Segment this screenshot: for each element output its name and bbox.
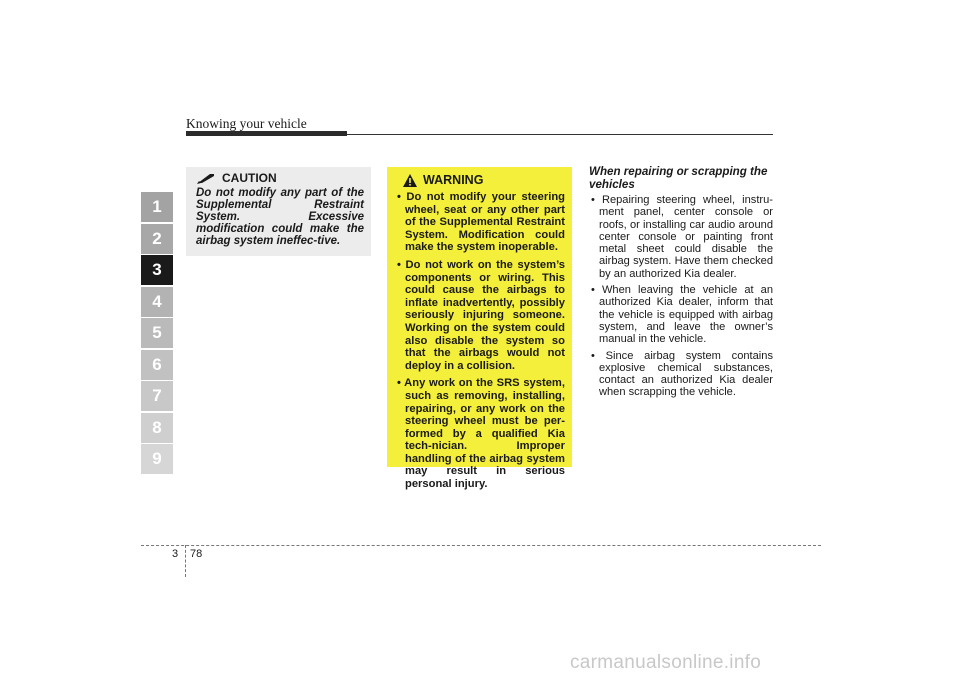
chapter-tab-1[interactable]: 1 xyxy=(141,192,173,222)
warning-title: WARNING xyxy=(423,173,484,187)
caution-box xyxy=(186,167,371,256)
watermark: carmanualsonline.info xyxy=(570,652,762,673)
chapter-tab-9[interactable]: 9 xyxy=(141,444,173,474)
page-header-title: Knowing your vehicle xyxy=(186,116,307,131)
chapter-tab-6[interactable]: 6 xyxy=(141,350,173,380)
footer-divider xyxy=(185,545,186,577)
warning-triangle-icon xyxy=(403,174,417,187)
chapter-tab-4[interactable]: 4 xyxy=(141,287,173,317)
chapter-tab-7[interactable]: 7 xyxy=(141,381,173,411)
chapter-tab-2[interactable]: 2 xyxy=(141,224,173,254)
chapter-tab-5[interactable]: 5 xyxy=(141,318,173,348)
repair-item: • Since airbag system contains explosive chemical substances, contact an authorized Kia dealer when scrapping the vehicle. xyxy=(591,349,773,399)
warning-item: • Any work on the SRS system, such as removing, installing, repairing, or any work on the steering wheel must be per-formed by a qualified Kia tech-nician. Improper handling of the airbag system may result in serious personal injury. xyxy=(397,377,565,491)
pencil-icon xyxy=(196,172,216,184)
repair-item: • Repairing steering wheel, instru-ment panel, center console or roofs, or installing car audio around center console or painting front metal sheet could disable the airbag system. Have them checked by an authorized Kia dealer. xyxy=(591,194,773,280)
warning-header xyxy=(403,173,565,187)
warning-box xyxy=(387,167,572,491)
chapter-tab-list xyxy=(141,192,173,476)
caution-text: Do not modify any part of the Supplemental Restraint System. Excessive modification could make the airbag system ineffec-tive. xyxy=(196,187,364,247)
footer-page-number: 78 xyxy=(190,548,203,560)
footer-rule xyxy=(141,545,821,546)
repair-section-heading: When repairing or scrapping the vehicles xyxy=(589,165,768,191)
caution-header xyxy=(196,171,364,185)
repair-list xyxy=(589,194,773,399)
chapter-tab-8[interactable]: 8 xyxy=(141,413,173,443)
chapter-tab-3[interactable]: 3 xyxy=(141,255,173,285)
footer-chapter-number: 3 xyxy=(172,548,179,560)
warning-list xyxy=(395,191,565,491)
warning-item: • Do not work on the system’s components or wiring. This could cause the airbags to inflate inadvertently, possibly seriously injuring someone. Working on the system could also disable the system so that the airbags would not deploy in a collision. xyxy=(397,258,565,372)
repair-section xyxy=(589,166,773,403)
header-rule-accent xyxy=(186,131,347,136)
warning-item: • Do not modify your steering wheel, seat or any other part of the Supplemental Restraint System. Modification could make the system inoperable. xyxy=(397,191,565,254)
repair-item: • When leaving the vehicle at an authorized Kia dealer, inform that the vehicle is equipped with airbag system, and leave the owner’s manual in the vehicle. xyxy=(591,284,773,346)
caution-title: CAUTION xyxy=(222,171,277,185)
